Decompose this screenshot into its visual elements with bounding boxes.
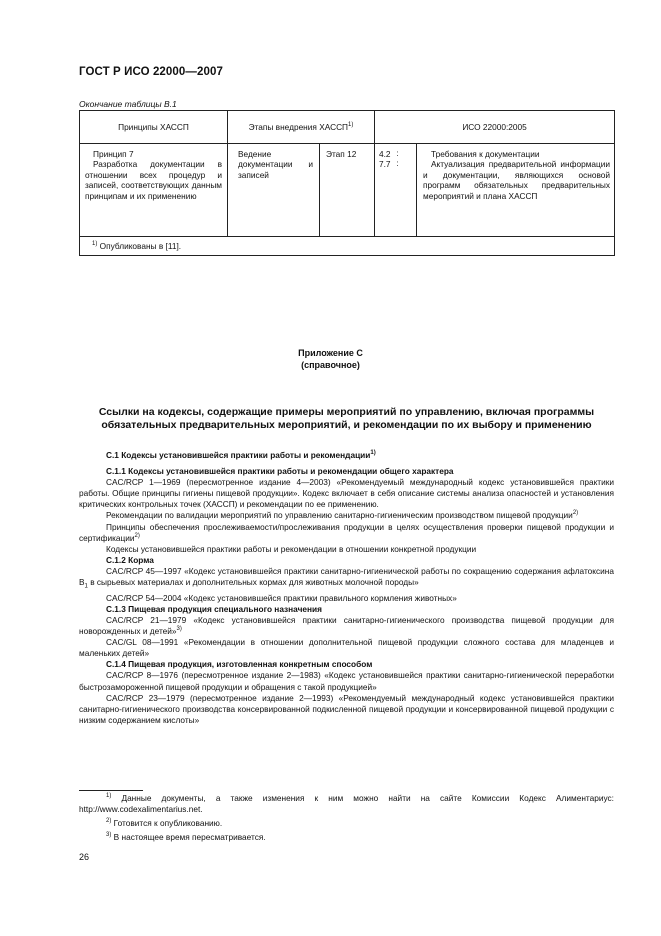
heading-c14: С.1.4 Пищевая продукция, изготовленная конкретным способом <box>106 659 373 670</box>
col-header-stages: Этапы внедрения ХАССП$^{1)}$ <box>228 111 375 144</box>
heading-c12: С.1.2 Корма <box>106 554 154 565</box>
appendix-body <box>79 450 614 726</box>
table-footnote-row <box>80 237 615 256</box>
heading-c13: С.1.3 Пищевая продукция специального назначения <box>106 603 322 614</box>
table-header-row <box>80 111 615 144</box>
document-header: ГОСТ Р ИСО 22000—2007 <box>79 66 224 78</box>
col-header-iso: ИСО 22000:2005 <box>375 111 615 144</box>
table-footnote: $^{1)}$ Опубликованы в [11]. <box>80 237 615 256</box>
table-row <box>80 144 615 237</box>
cell-stage-text: Ведение документации и записей <box>228 144 320 237</box>
paragraph: Рекомендации по валидации мероприятий по управлению санитарно-гигиеническим производством пищевой продукции$^{2)}$ <box>106 510 579 521</box>
cell-iso-dots: : : <box>397 144 417 237</box>
section-title: Ссылки на кодексы, содержащие примеры мероприятий по управлению, включая программы обязательных предварительных мероприятий, и рекомендации по их выбору и применению <box>98 406 595 431</box>
paragraph: Принципы обеспечения прослеживаемости/прослеживания продукции в целях осуществления проверки пищевой продукции и сертификации$^{2)}$ <box>79 521 614 543</box>
footnote: $^{3)}$ В настоящее время пересматривается. <box>106 832 266 842</box>
paragraph: CAC/RCP 45—1997 «Кодекс установившейся практики санитарно-гигиенической работы по сокращению содержания афлатоксина $В_1$ в сырьевых материалах и дополнительных кормах для животных молочной породы» <box>79 565 614 590</box>
paragraph: CAC/RCP 23—1979 (пересмотренное издание 2—1993) «Рекомендуемый международный кодекс установившейся практики санитарно-гигиенического производства консервированной подкисленной пищевой продукции и консервированной пищевой продукции с низким содержанием кислоты» <box>79 692 614 725</box>
haccp-table <box>79 110 615 256</box>
col-header-principles: Принципы ХАССП <box>80 111 228 144</box>
paragraph: Кодексы установившейся практики работы и рекомендации в отношении конкретной продукции <box>106 543 477 554</box>
paragraph: CAC/RCP 1—1969 (пересмотренное издание 4—2003) «Рекомендуемый международный кодекс установившейся практики работы. Общие принципы гигиены пищевой продукции». Кодекс включает в себя описание системы анализа опасностей и установления критических контрольных точек (ХАССП) и рекомендации по ее применению. <box>79 477 614 510</box>
cell-iso-text: Требования к документации Актуализация предварительной информации и документации, являющихся основой программ обязательных предварительных мероприятий и плана ХАССП <box>417 144 615 237</box>
footnote: $^{2)}$ Готовится к опубликованию. <box>106 818 223 828</box>
heading-c11: С.1.1 Кодексы установившейся практики работы и рекомендации общего характера <box>106 466 454 477</box>
cell-stage-num: Этап 12 <box>320 144 375 237</box>
table-caption: Окончание таблицы В.1 <box>79 99 177 109</box>
appendix-type: (справочное) <box>301 360 360 370</box>
cell-iso-refs: 4.2 7.7 <box>375 144 397 237</box>
cell-principle: Принцип 7 Разработка документации в отношении всех процедур и записей, соответствующих данным принципам и их применению <box>80 144 228 237</box>
footnote: $^{1)}$ Данные документы, а также изменения к ним можно найти на сайте Комиссии Кодекс Алиментариус: http://www.codexalimentarius.net. <box>79 793 614 814</box>
paragraph: CAC/RCP 8—1976 (пересмотренное издание 2—1983) «Кодекс установившейся практики санитарно-гигиенической переработки быстрозамороженной пищевой продукции и обращения с такой продукцией» <box>79 670 614 692</box>
paragraph: CAC/RCP 54—2004 «Кодекс установившейся практики правильного кормления животных» <box>106 592 457 603</box>
paragraph: CAC/GL 08—1991 «Рекомендации в отношении дополнительной пищевой продукции сложного состава для младенцев и маленьких детей» <box>79 637 614 659</box>
paragraph: CAC/RCP 21—1979 «Кодекс установившейся практики санитарно-гигиенического производства пищевой продукции для новорожденных и детей»$^{3)}$ <box>79 614 614 637</box>
footnote-separator <box>79 790 143 791</box>
page-number: 26 <box>79 852 90 862</box>
appendix-label: Приложение С <box>298 348 363 358</box>
heading-c1: С.1 Кодексы установившейся практики работы и рекомендации$^{1)}$ <box>106 450 376 460</box>
footnotes <box>79 793 614 846</box>
